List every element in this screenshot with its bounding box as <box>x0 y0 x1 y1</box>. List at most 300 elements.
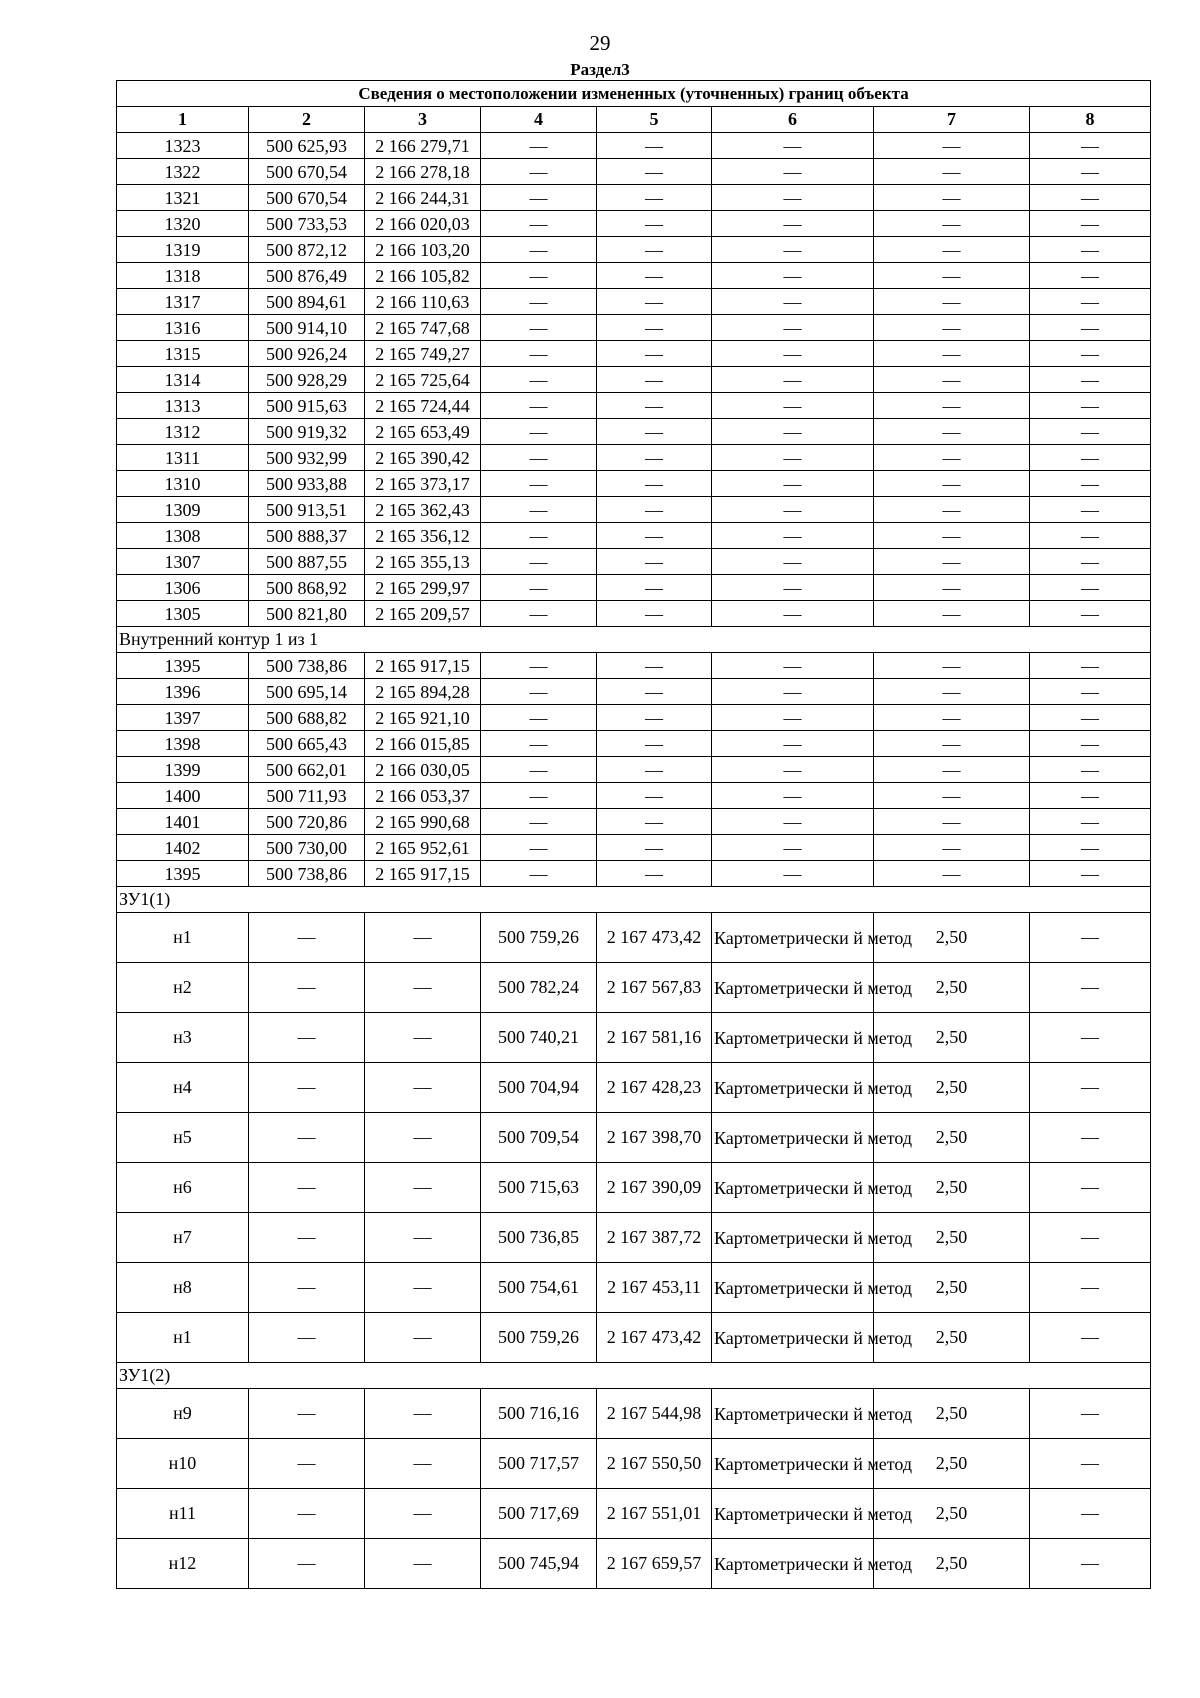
table-cell-col-5: 2 167 551,01 <box>597 1489 712 1539</box>
table-cell-col-7: — <box>874 757 1030 783</box>
table-cell-col-6: — <box>712 393 874 419</box>
table-cell-col-1: 1310 <box>117 471 249 497</box>
table-row <box>117 1389 1151 1439</box>
table-cell-col-2: — <box>249 913 365 963</box>
table-cell-col-2: 500 720,86 <box>249 809 365 835</box>
table-cell-col-3: 2 165 209,57 <box>365 601 481 627</box>
table-row <box>117 1063 1151 1113</box>
table-cell-col-8: — <box>1030 185 1151 211</box>
table-cell-col-1: 1305 <box>117 601 249 627</box>
table-cell-col-4: — <box>481 497 597 523</box>
table-cell-col-5: — <box>597 263 712 289</box>
table-cell-col-7: — <box>874 419 1030 445</box>
table-cell-col-7: 2,50 <box>874 1113 1030 1163</box>
table-cell-col-3: — <box>365 1389 481 1439</box>
table-row <box>117 731 1151 757</box>
table-cell-col-2: 500 887,55 <box>249 549 365 575</box>
table-cell-col-1: 1315 <box>117 341 249 367</box>
table-cell-col-2: 500 915,63 <box>249 393 365 419</box>
table-cell-col-7: — <box>874 159 1030 185</box>
table-cell-col-4: 500 759,26 <box>481 1313 597 1363</box>
column-number-1: 1 <box>117 107 249 133</box>
table-cell-col-6: — <box>712 523 874 549</box>
table-cell-col-5: 2 167 453,11 <box>597 1263 712 1313</box>
table-row <box>117 1539 1151 1589</box>
table-cell-col-6: — <box>712 601 874 627</box>
table-cell-col-5: — <box>597 315 712 341</box>
section-title: Раздел3 <box>570 60 630 79</box>
table-cell-col-5: — <box>597 445 712 471</box>
table-cell-col-5: 2 167 581,16 <box>597 1013 712 1063</box>
table-cell-col-7: — <box>874 471 1030 497</box>
table-cell-col-3: 2 166 053,37 <box>365 783 481 809</box>
table-cell-col-3: 2 166 020,03 <box>365 211 481 237</box>
table-cell-col-1: н6 <box>117 1163 249 1213</box>
table-row <box>117 419 1151 445</box>
table-cell-col-3: 2 165 917,15 <box>365 861 481 887</box>
table-row <box>117 367 1151 393</box>
table-cell-col-1: н12 <box>117 1539 249 1589</box>
table-cell-col-6: Картометрически й метод <box>712 1539 874 1589</box>
table-cell-col-2: 500 695,14 <box>249 679 365 705</box>
table-row <box>117 601 1151 627</box>
table-cell-col-1: н3 <box>117 1013 249 1063</box>
table-cell-col-6: — <box>712 367 874 393</box>
table-cell-col-6: — <box>712 471 874 497</box>
table-cell-col-2: 500 894,61 <box>249 289 365 315</box>
table-cell-col-8: — <box>1030 1439 1151 1489</box>
table-cell-col-3: 2 165 355,13 <box>365 549 481 575</box>
table-cell-col-7: — <box>874 133 1030 159</box>
table-cell-col-8: — <box>1030 1313 1151 1363</box>
table-cell-col-4: 500 717,57 <box>481 1439 597 1489</box>
table-cell-col-8: — <box>1030 963 1151 1013</box>
table-cell-col-3: — <box>365 1313 481 1363</box>
table-cell-col-6: Картометрически й метод <box>712 963 874 1013</box>
table-cell-col-1: 1401 <box>117 809 249 835</box>
table-cell-col-5: — <box>597 731 712 757</box>
column-number-4: 4 <box>481 107 597 133</box>
table-cell-col-4: — <box>481 185 597 211</box>
table-cell-col-1: 1400 <box>117 783 249 809</box>
table-cell-col-2: 500 738,86 <box>249 861 365 887</box>
table-cell-col-4: — <box>481 835 597 861</box>
table-cell-col-5: — <box>597 133 712 159</box>
table-cell-col-5: 2 167 428,23 <box>597 1063 712 1113</box>
table-cell-col-3: 2 165 747,68 <box>365 315 481 341</box>
table-row <box>117 289 1151 315</box>
table-cell-col-6: — <box>712 185 874 211</box>
table-cell-col-8: — <box>1030 913 1151 963</box>
table-cell-col-5: — <box>597 237 712 263</box>
table-cell-col-1: 1309 <box>117 497 249 523</box>
table-cell-col-7: — <box>874 185 1030 211</box>
table-row <box>117 913 1151 963</box>
table-cell-col-5: 2 167 390,09 <box>597 1163 712 1213</box>
table-cell-col-5: — <box>597 185 712 211</box>
table-cell-col-4: — <box>481 445 597 471</box>
table-cell-col-4: — <box>481 367 597 393</box>
table-row <box>117 445 1151 471</box>
table-cell-col-1: 1323 <box>117 133 249 159</box>
boundary-table <box>116 80 1151 1589</box>
table-cell-col-2: — <box>249 1489 365 1539</box>
table-cell-col-5: — <box>597 497 712 523</box>
table-cell-col-2: 500 888,37 <box>249 523 365 549</box>
table-cell-col-4: 500 717,69 <box>481 1489 597 1539</box>
table-cell-col-8: — <box>1030 211 1151 237</box>
table-cell-col-7: — <box>874 861 1030 887</box>
table-cell-col-8: — <box>1030 757 1151 783</box>
table-cell-col-3: 2 165 894,28 <box>365 679 481 705</box>
table-cell-col-4: 500 754,61 <box>481 1263 597 1313</box>
table-cell-col-2: 500 868,92 <box>249 575 365 601</box>
table-cell-col-2: 500 662,01 <box>249 757 365 783</box>
table-cell-col-5: — <box>597 419 712 445</box>
table-cell-col-3: 2 165 724,44 <box>365 393 481 419</box>
table-cell-col-2: 500 913,51 <box>249 497 365 523</box>
table-cell-col-7: — <box>874 237 1030 263</box>
table-cell-col-2: — <box>249 963 365 1013</box>
table-cell-col-7: — <box>874 549 1030 575</box>
table-cell-col-1: н4 <box>117 1063 249 1113</box>
table-cell-col-4: — <box>481 653 597 679</box>
table-cell-col-7: — <box>874 705 1030 731</box>
table-cell-col-8: — <box>1030 1113 1151 1163</box>
table-cell-col-4: 500 715,63 <box>481 1163 597 1213</box>
table-cell-col-7: 2,50 <box>874 1163 1030 1213</box>
table-cell-col-4: 500 759,26 <box>481 913 597 963</box>
table-cell-col-7: 2,50 <box>874 1313 1030 1363</box>
table-cell-col-7: — <box>874 445 1030 471</box>
table-cell-col-7: — <box>874 679 1030 705</box>
table-row <box>117 963 1151 1013</box>
table-cell-col-4: — <box>481 133 597 159</box>
table-cell-col-8: — <box>1030 159 1151 185</box>
table-cell-col-2: 500 872,12 <box>249 237 365 263</box>
table-cell-col-1: 1316 <box>117 315 249 341</box>
table-cell-col-7: 2,50 <box>874 1439 1030 1489</box>
table-cell-col-8: — <box>1030 1389 1151 1439</box>
table-cell-col-4: — <box>481 549 597 575</box>
table-cell-col-4: — <box>481 263 597 289</box>
table-cell-col-6: — <box>712 211 874 237</box>
table-cell-col-8: — <box>1030 575 1151 601</box>
table-cell-col-1: 1322 <box>117 159 249 185</box>
table-cell-col-3: 2 166 278,18 <box>365 159 481 185</box>
table-cell-col-1: 1397 <box>117 705 249 731</box>
table-cell-col-7: — <box>874 497 1030 523</box>
table-cell-col-3: — <box>365 963 481 1013</box>
table-cell-col-6: — <box>712 809 874 835</box>
table-cell-col-3: — <box>365 1539 481 1589</box>
table-cell-col-5: — <box>597 861 712 887</box>
table-cell-col-4: — <box>481 419 597 445</box>
table-cell-col-4: — <box>481 861 597 887</box>
table-cell-col-8: — <box>1030 263 1151 289</box>
table-cell-col-5: — <box>597 523 712 549</box>
table-cell-col-2: — <box>249 1013 365 1063</box>
table-cell-col-6: — <box>712 419 874 445</box>
table-cell-col-5: — <box>597 653 712 679</box>
table-row <box>117 1313 1151 1363</box>
table-cell-col-4: — <box>481 237 597 263</box>
table-cell-col-1: н2 <box>117 963 249 1013</box>
table-cell-col-3: 2 165 390,42 <box>365 445 481 471</box>
table-cell-col-5: 2 167 544,98 <box>597 1389 712 1439</box>
table-cell-col-2: — <box>249 1163 365 1213</box>
table-cell-col-2: 500 738,86 <box>249 653 365 679</box>
table-cell-col-6: — <box>712 289 874 315</box>
table-cell-col-8: — <box>1030 549 1151 575</box>
table-cell-col-2: 500 670,54 <box>249 185 365 211</box>
table-row <box>117 211 1151 237</box>
table-cell-col-3: 2 165 917,15 <box>365 653 481 679</box>
table-cell-col-7: 2,50 <box>874 1489 1030 1539</box>
table-cell-col-4: 500 716,16 <box>481 1389 597 1439</box>
table-cell-col-7: — <box>874 211 1030 237</box>
table-cell-col-2: 500 665,43 <box>249 731 365 757</box>
group-label: ЗУ1(1) <box>117 887 1151 913</box>
table-cell-col-3: 2 165 373,17 <box>365 471 481 497</box>
table-cell-col-4: — <box>481 211 597 237</box>
table-cell-col-1: н9 <box>117 1389 249 1439</box>
table-row <box>117 679 1151 705</box>
table-row <box>117 783 1151 809</box>
table-cell-col-2: 500 914,10 <box>249 315 365 341</box>
table-row <box>117 1213 1151 1263</box>
table-cell-col-7: 2,50 <box>874 1213 1030 1263</box>
table-cell-col-4: — <box>481 341 597 367</box>
table-cell-col-6: Картометрически й метод <box>712 1163 874 1213</box>
table-cell-col-5: — <box>597 601 712 627</box>
table-row <box>117 575 1151 601</box>
table-cell-col-6: — <box>712 575 874 601</box>
table-cell-col-5: — <box>597 757 712 783</box>
table-cell-col-2: — <box>249 1263 365 1313</box>
table-cell-col-8: — <box>1030 367 1151 393</box>
table-cell-col-6: Картометрически й метод <box>712 1489 874 1539</box>
table-cell-col-8: — <box>1030 705 1151 731</box>
table-row <box>117 1013 1151 1063</box>
table-row <box>117 523 1151 549</box>
table-cell-col-6: — <box>712 679 874 705</box>
table-cell-col-8: — <box>1030 861 1151 887</box>
table-cell-col-8: — <box>1030 237 1151 263</box>
table-cell-col-8: — <box>1030 1489 1151 1539</box>
table-cell-col-7: 2,50 <box>874 913 1030 963</box>
table-cell-col-7: 2,50 <box>874 1013 1030 1063</box>
table-cell-col-3: — <box>365 1163 481 1213</box>
table-cell-col-5: 2 167 387,72 <box>597 1213 712 1263</box>
group-header-row <box>117 1363 1151 1389</box>
table-cell-col-2: 500 926,24 <box>249 341 365 367</box>
table-cell-col-5: — <box>597 549 712 575</box>
table-row <box>117 1163 1151 1213</box>
table-row <box>117 1439 1151 1489</box>
table-cell-col-1: н8 <box>117 1263 249 1313</box>
table-cell-col-6: — <box>712 653 874 679</box>
table-cell-col-8: — <box>1030 445 1151 471</box>
table-cell-col-3: 2 166 105,82 <box>365 263 481 289</box>
table-cell-col-8: — <box>1030 393 1151 419</box>
table-cell-col-2: 500 821,80 <box>249 601 365 627</box>
table-cell-col-6: — <box>712 263 874 289</box>
table-cell-col-2: 500 928,29 <box>249 367 365 393</box>
table-cell-col-2: — <box>249 1389 365 1439</box>
table-cell-col-5: — <box>597 679 712 705</box>
table-cell-col-1: 1402 <box>117 835 249 861</box>
table-cell-col-3: — <box>365 1213 481 1263</box>
table-cell-col-8: — <box>1030 497 1151 523</box>
table-cell-col-6: — <box>712 835 874 861</box>
table-cell-col-1: 1314 <box>117 367 249 393</box>
group-header-row <box>117 887 1151 913</box>
table-cell-col-3: — <box>365 1489 481 1539</box>
table-cell-col-1: 1319 <box>117 237 249 263</box>
table-cell-col-7: — <box>874 601 1030 627</box>
column-numbers-row <box>117 107 1151 133</box>
table-cell-col-1: н5 <box>117 1113 249 1163</box>
table-cell-col-2: 500 932,99 <box>249 445 365 471</box>
table-cell-col-5: — <box>597 783 712 809</box>
table-cell-col-4: 500 736,85 <box>481 1213 597 1263</box>
table-cell-col-5: — <box>597 471 712 497</box>
table-cell-col-2: 500 733,53 <box>249 211 365 237</box>
table-cell-col-3: — <box>365 1439 481 1489</box>
table-cell-col-5: — <box>597 393 712 419</box>
table-cell-col-3: 2 166 103,20 <box>365 237 481 263</box>
table-cell-col-6: Картометрически й метод <box>712 1113 874 1163</box>
table-body <box>117 133 1151 1589</box>
table-cell-col-8: — <box>1030 133 1151 159</box>
table-cell-col-4: — <box>481 523 597 549</box>
table-cell-col-7: — <box>874 653 1030 679</box>
table-cell-col-8: — <box>1030 471 1151 497</box>
table-cell-col-6: — <box>712 341 874 367</box>
table-cell-col-1: 1308 <box>117 523 249 549</box>
table-row <box>117 263 1151 289</box>
table-cell-col-2: 500 933,88 <box>249 471 365 497</box>
table-cell-col-7: — <box>874 341 1030 367</box>
table-row <box>117 705 1151 731</box>
table-cell-col-1: 1320 <box>117 211 249 237</box>
table-row <box>117 315 1151 341</box>
group-label: Внутренний контур 1 из 1 <box>117 627 1151 653</box>
table-cell-col-7: — <box>874 315 1030 341</box>
table-cell-col-3: — <box>365 1063 481 1113</box>
table-row <box>117 133 1151 159</box>
table-cell-col-3: 2 166 110,63 <box>365 289 481 315</box>
table-cell-col-5: 2 167 567,83 <box>597 963 712 1013</box>
table-cell-col-4: 500 709,54 <box>481 1113 597 1163</box>
table-cell-col-4: — <box>481 575 597 601</box>
table-cell-col-3: 2 165 921,10 <box>365 705 481 731</box>
table-row <box>117 237 1151 263</box>
table-cell-col-2: 500 625,93 <box>249 133 365 159</box>
table-cell-col-4: — <box>481 393 597 419</box>
table-cell-col-7: 2,50 <box>874 963 1030 1013</box>
table-cell-col-3: — <box>365 1113 481 1163</box>
group-header-row <box>117 627 1151 653</box>
table-cell-col-5: 2 167 473,42 <box>597 1313 712 1363</box>
table-cell-col-8: — <box>1030 1013 1151 1063</box>
table-cell-col-8: — <box>1030 1163 1151 1213</box>
table-cell-col-1: 1312 <box>117 419 249 445</box>
table-cell-col-1: 1321 <box>117 185 249 211</box>
table-cell-col-8: — <box>1030 1063 1151 1113</box>
table-cell-col-8: — <box>1030 731 1151 757</box>
table-cell-col-3: — <box>365 1263 481 1313</box>
table-cell-col-2: — <box>249 1213 365 1263</box>
table-cell-col-3: 2 166 279,71 <box>365 133 481 159</box>
table-cell-col-4: — <box>481 471 597 497</box>
table-cell-col-5: 2 167 473,42 <box>597 913 712 963</box>
table-cell-col-4: — <box>481 757 597 783</box>
table-cell-col-3: 2 166 015,85 <box>365 731 481 757</box>
table-cell-col-1: н1 <box>117 913 249 963</box>
column-number-2: 2 <box>249 107 365 133</box>
table-cell-col-2: — <box>249 1313 365 1363</box>
table-cell-col-4: — <box>481 679 597 705</box>
table-cell-col-7: — <box>874 523 1030 549</box>
table-cell-col-7: — <box>874 393 1030 419</box>
table-cell-col-7: 2,50 <box>874 1263 1030 1313</box>
table-cell-col-7: — <box>874 809 1030 835</box>
table-cell-col-2: — <box>249 1539 365 1589</box>
table-cell-col-1: 1398 <box>117 731 249 757</box>
table-cell-col-2: 500 919,32 <box>249 419 365 445</box>
table-cell-col-1: н7 <box>117 1213 249 1263</box>
table-cell-col-5: 2 167 550,50 <box>597 1439 712 1489</box>
table-cell-col-6: Картометрически й метод <box>712 1213 874 1263</box>
table-cell-col-3: 2 165 725,64 <box>365 367 481 393</box>
table-row <box>117 757 1151 783</box>
table-cell-col-2: — <box>249 1063 365 1113</box>
table-cell-col-6: Картометрически й метод <box>712 1013 874 1063</box>
table-cell-col-6: — <box>712 757 874 783</box>
table-cell-col-1: 1311 <box>117 445 249 471</box>
table-cell-col-5: — <box>597 575 712 601</box>
table-cell-col-1: 1317 <box>117 289 249 315</box>
table-cell-col-4: — <box>481 601 597 627</box>
table-cell-col-6: Картометрически й метод <box>712 1063 874 1113</box>
table-cell-col-7: 2,50 <box>874 1389 1030 1439</box>
table-cell-col-5: 2 167 659,57 <box>597 1539 712 1589</box>
table-cell-col-1: н11 <box>117 1489 249 1539</box>
table-cell-col-6: Картометрически й метод <box>712 1439 874 1489</box>
table-cell-col-4: 500 782,24 <box>481 963 597 1013</box>
table-cell-col-8: — <box>1030 1539 1151 1589</box>
table-cell-col-4: — <box>481 705 597 731</box>
table-cell-col-1: 1313 <box>117 393 249 419</box>
group-label: ЗУ1(2) <box>117 1363 1151 1389</box>
table-cell-col-8: — <box>1030 1263 1151 1313</box>
table-cell-col-3: 2 165 749,27 <box>365 341 481 367</box>
table-cell-col-8: — <box>1030 419 1151 445</box>
table-cell-col-3: 2 165 952,61 <box>365 835 481 861</box>
table-cell-col-4: — <box>481 159 597 185</box>
table-cell-col-8: — <box>1030 809 1151 835</box>
table-cell-col-1: 1307 <box>117 549 249 575</box>
table-cell-col-5: — <box>597 159 712 185</box>
table-cell-col-6: — <box>712 549 874 575</box>
table-cell-col-8: — <box>1030 679 1151 705</box>
table-cell-col-3: 2 165 653,49 <box>365 419 481 445</box>
column-number-6: 6 <box>712 107 874 133</box>
table-cell-col-1: 1395 <box>117 653 249 679</box>
table-cell-col-8: — <box>1030 315 1151 341</box>
